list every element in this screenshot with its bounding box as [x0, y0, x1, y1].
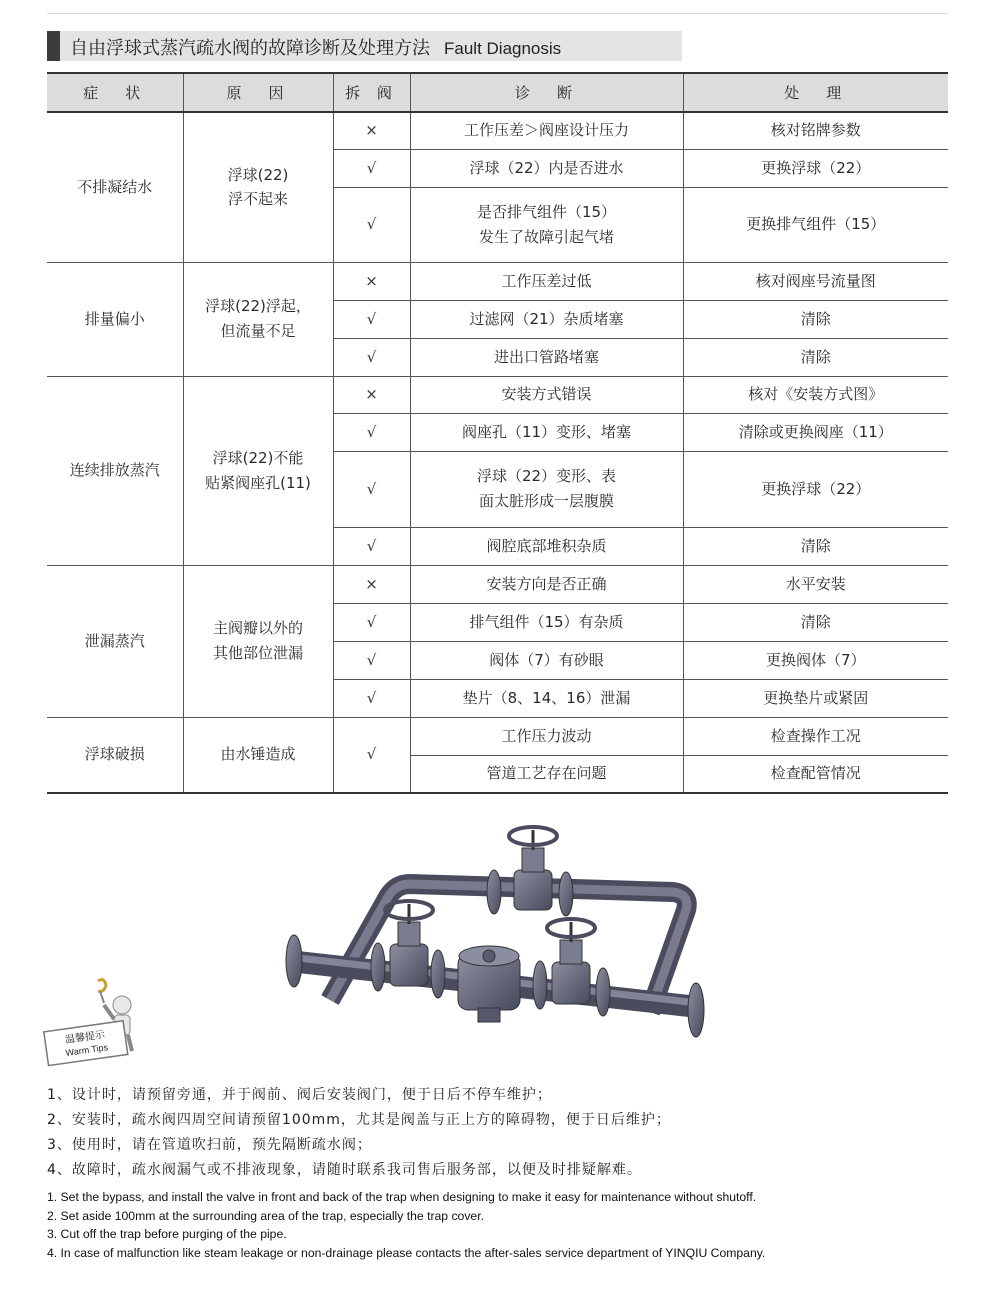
header-diagnosis: 诊 断 [410, 73, 683, 112]
diagnosis-cell: 安装方式错误 [410, 376, 683, 413]
top-rule [47, 13, 948, 14]
diagnosis-cell: 阀腔底部堆积杂质 [410, 527, 683, 565]
disassemble-mark: √ [333, 149, 410, 187]
notes-english [47, 1188, 765, 1263]
bypass-gate-valve [509, 827, 557, 910]
table-row [47, 717, 948, 755]
treatment-cell: 核对铭牌参数 [683, 112, 948, 149]
flange [286, 935, 302, 987]
header-cause: 原 因 [183, 73, 333, 112]
treatment-cell: 清除 [683, 527, 948, 565]
cause-cell [183, 565, 333, 717]
note-cn-1: 1、设计时，请预留旁通，并于阀前、阀后安装阀门，便于日后不停车维护； [47, 1087, 552, 1103]
cause-line: 浮不起来 [227, 190, 288, 209]
table-row [47, 112, 948, 149]
warm-tips-cn: 温馨提示 [64, 1029, 106, 1046]
cause-line: 浮球(22)不能 [212, 448, 304, 467]
title-en: Fault Diagnosis [444, 39, 562, 58]
inlet-gate-valve [385, 901, 433, 986]
header-symptom: 症 状 [47, 73, 183, 112]
treatment-cell: 更换排气组件（15） [683, 187, 948, 262]
treatment-cell: 核对阀座号流量图 [683, 262, 948, 300]
cause-line: 浮球(22) [227, 165, 289, 184]
symptom-cell: 浮球破损 [47, 717, 183, 793]
header-disassemble: 拆 阀 [333, 73, 410, 112]
treatment-cell: 检查操作工况 [683, 717, 948, 755]
treatment-cell: 清除或更换阀座（11） [683, 413, 948, 451]
note-en-4: 4. In case of malfunction like steam leakage or non-drainage please contacts the after-sales service department of YINQIU Company. [47, 1246, 766, 1261]
diagnosis-cell: 管道工艺存在问题 [410, 755, 683, 793]
disassemble-mark: √ [333, 603, 410, 641]
table-row [47, 376, 948, 413]
diagnosis-line: 发生了故障引起气堵 [478, 227, 614, 246]
table-row [47, 565, 948, 603]
note-en-2: 2. Set aside 100mm at the surrounding area of the trap, especially the trap cover. [47, 1208, 484, 1223]
cause-line: 主阀瓣以外的 [212, 619, 303, 638]
disassemble-mark: √ [333, 413, 410, 451]
treatment-cell: 清除 [683, 338, 948, 376]
disassemble-mark: √ [333, 187, 410, 262]
disassemble-mark: √ [333, 527, 410, 565]
disassemble-mark: √ [333, 300, 410, 338]
diagnosis-cell: 工作压差过低 [410, 262, 683, 300]
treatment-cell: 清除 [683, 603, 948, 641]
cause-line: 其他部位泄漏 [212, 644, 303, 662]
table-header-row [47, 73, 948, 112]
treatment-cell: 更换垫片或紧固 [683, 679, 948, 717]
symptom-cell: 泄漏蒸汽 [47, 565, 183, 717]
symptom-cell: 不排凝结水 [47, 112, 183, 262]
table-row [47, 262, 948, 300]
fault-diagnosis-table [47, 72, 948, 794]
treatment-cell: 核对《安装方式图》 [683, 376, 948, 413]
diagnosis-line: 浮球（22）变形、表 [476, 467, 617, 486]
diagnosis-cell: 垫片（8、14、16）泄漏 [410, 679, 683, 717]
diagnosis-cell: 安装方向是否正确 [410, 565, 683, 603]
diagnosis-cell: 工作压力波动 [410, 717, 683, 755]
treatment-cell: 更换阀体（7） [683, 641, 948, 679]
title-cn: 自由浮球式蒸汽疏水阀的故障诊断及处理方法 [70, 38, 430, 59]
note-cn-2: 2、安装时，疏水阀四周空间请预留100mm，尤其是阀盖与正上方的障碍物，便于日后维护； [47, 1112, 671, 1128]
cause-line: 浮球(22)浮起， [205, 297, 311, 316]
title-accent-block [47, 31, 60, 61]
treatment-cell: 清除 [683, 300, 948, 338]
note-cn-3: 3、使用时，请在管道吹扫前，预先隔断疏水阀； [47, 1137, 372, 1153]
diagnosis-cell: 排气组件（15）有杂质 [410, 603, 683, 641]
flange [559, 872, 573, 916]
warm-tips-sign [44, 1021, 128, 1066]
header-treatment: 处 理 [683, 73, 948, 112]
disassemble-mark: × [333, 376, 410, 413]
cause-cell: 由水锤造成 [183, 717, 333, 793]
diagnosis-cell [410, 187, 683, 262]
diagnosis-cell: 阀体（7）有砂眼 [410, 641, 683, 679]
symptom-cell: 连续排放蒸汽 [47, 376, 183, 565]
treatment-cell: 更换浮球（22） [683, 451, 948, 527]
note-cn-4: 4、故障时，疏水阀漏气或不排液现象，请随时联系我司售后服务部，以便及时排疑解难。 [47, 1162, 642, 1178]
steam-trap-body [458, 946, 520, 1022]
flange [371, 943, 385, 991]
diagnosis-cell: 阀座孔（11）变形、堵塞 [410, 413, 683, 451]
diagnosis-cell: 进出口管路堵塞 [410, 338, 683, 376]
flange [596, 968, 610, 1016]
diagnosis-line: 是否排气组件（15） [476, 202, 617, 221]
outlet-gate-valve [547, 919, 595, 1004]
disassemble-mark: × [333, 565, 410, 603]
disassemble-mark: × [333, 112, 410, 149]
diagnosis-line: 面太脏形成一层腹膜 [478, 492, 614, 510]
disassemble-mark: √ [333, 451, 410, 527]
diagnosis-cell [410, 451, 683, 527]
cause-cell [183, 376, 333, 565]
cause-cell [183, 112, 333, 262]
flange [688, 983, 704, 1037]
cause-cell [183, 262, 333, 376]
diagnosis-cell: 过滤网（21）杂质堵塞 [410, 300, 683, 338]
disassemble-mark: √ [333, 717, 410, 793]
flange [533, 961, 547, 1009]
diagnosis-cell: 浮球（22）内是否进水 [410, 149, 683, 187]
valve-bypass-illustration [278, 822, 728, 1057]
disassemble-mark: √ [333, 679, 410, 717]
warm-tips-mascot [40, 975, 155, 1070]
flange [431, 950, 445, 998]
symptom-cell: 排量偏小 [47, 262, 183, 376]
page-title [70, 34, 561, 60]
note-en-3: 3. Cut off the trap before purging of the pipe. [47, 1227, 287, 1242]
note-en-1: 1. Set the bypass, and install the valve in front and back of the trap when designing to make it easy for maintenance without shutoff. [47, 1190, 757, 1204]
disassemble-mark: × [333, 262, 410, 300]
cause-line: 但流量不足 [220, 322, 296, 340]
disassemble-mark: √ [333, 338, 410, 376]
disassemble-mark: √ [333, 641, 410, 679]
cause-line: 贴紧阀座孔(11) [205, 473, 311, 492]
treatment-cell: 更换浮球（22） [683, 149, 948, 187]
treatment-cell: 水平安装 [683, 565, 948, 603]
diagnosis-cell: 工作压差＞阀座设计压力 [410, 112, 683, 149]
notes-chinese [47, 1083, 671, 1183]
treatment-cell: 检查配管情况 [683, 755, 948, 793]
flange [487, 870, 501, 914]
warm-tips-en: Warm Tips [64, 1042, 109, 1059]
